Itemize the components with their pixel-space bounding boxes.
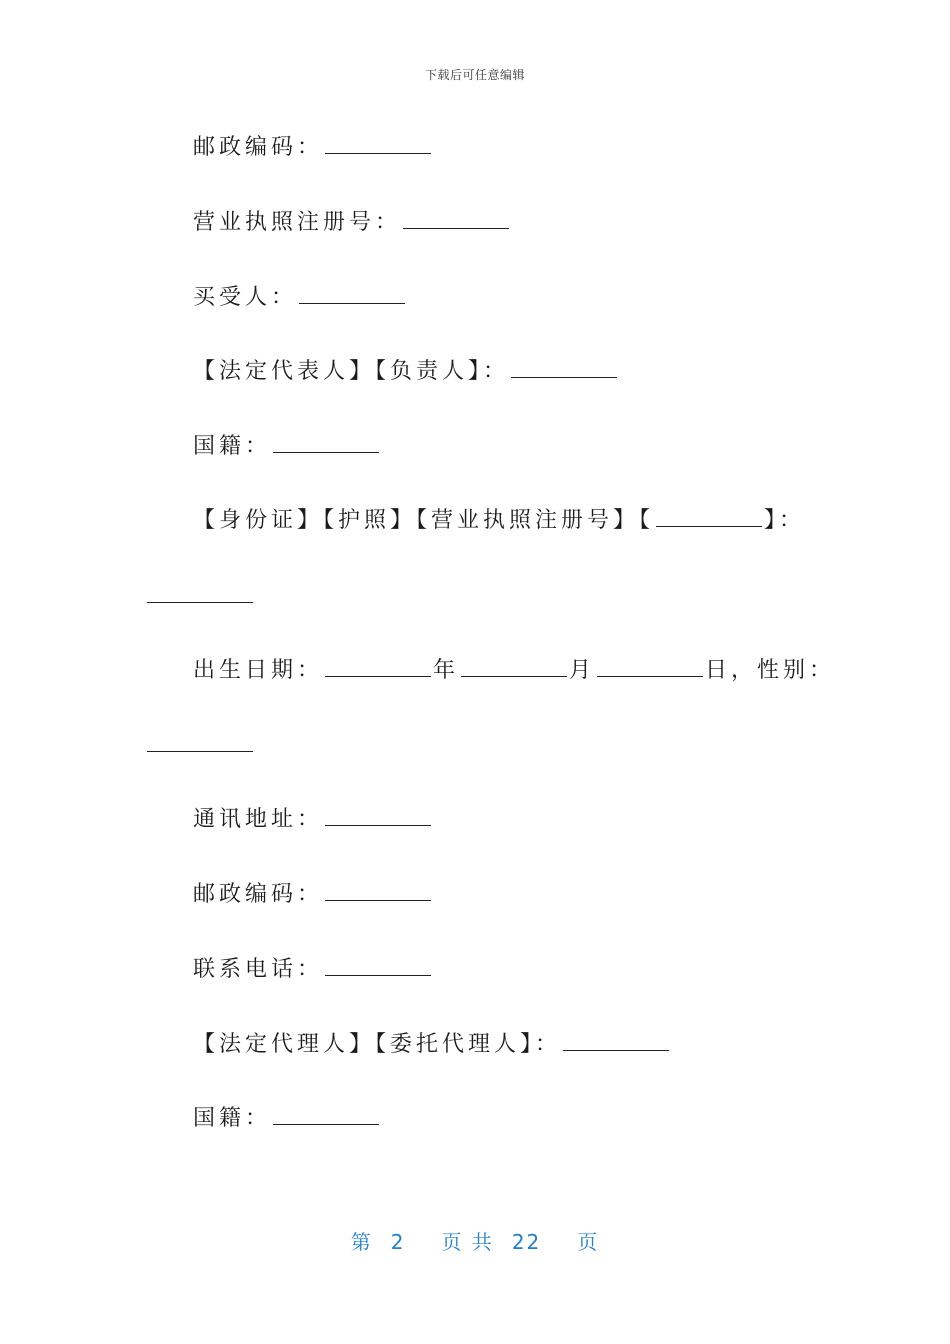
postal-code-blank[interactable] [325, 131, 431, 154]
gender-line [145, 729, 255, 761]
id-type-label-end: 】： [764, 508, 806, 533]
page-number-footer [0, 1226, 950, 1255]
address-label: 通讯地址： [193, 807, 324, 832]
postal-code-label-2: 邮政编码： [193, 882, 324, 907]
nationality-blank-2[interactable] [273, 1102, 379, 1125]
nationality-label: 国籍： [193, 434, 272, 459]
nationality-line-2 [193, 1102, 381, 1134]
address-line [193, 803, 433, 835]
business-license-blank[interactable] [403, 206, 509, 229]
year-label: 年 [433, 658, 460, 683]
buyer-label: 买受人： [193, 285, 298, 310]
footer-page: 2 [390, 1230, 406, 1254]
agent-line [193, 1028, 671, 1060]
postal-code-line-2 [193, 878, 433, 910]
month-label: 月 [569, 658, 596, 683]
phone-blank[interactable] [325, 953, 431, 976]
day-gender-label: 日，性别： [705, 658, 836, 683]
birth-year-blank[interactable] [325, 654, 431, 677]
business-license-line [193, 206, 511, 238]
footer-prefix: 第 [350, 1230, 373, 1254]
postal-code-label: 邮政编码： [193, 135, 324, 160]
id-number-line [145, 580, 255, 612]
phone-line [193, 953, 433, 985]
legal-rep-label: 【法定代表人】【负责人】： [193, 359, 510, 384]
id-number-blank[interactable] [147, 580, 253, 603]
phone-label: 联系电话： [193, 957, 324, 982]
postal-code-line-1 [193, 131, 433, 163]
agent-blank[interactable] [563, 1028, 669, 1051]
id-type-other-blank[interactable] [656, 504, 762, 527]
address-blank[interactable] [325, 803, 431, 826]
nationality-line-1 [193, 430, 381, 462]
nationality-label-2: 国籍： [193, 1106, 272, 1131]
postal-code-blank-2[interactable] [325, 878, 431, 901]
id-type-line [193, 504, 805, 536]
header-note: 下载后可任意编辑 [424, 68, 525, 82]
birth-date-label: 出生日期： [193, 658, 324, 683]
legal-rep-blank[interactable] [511, 355, 617, 378]
agent-label: 【法定代理人】【委托代理人】： [193, 1032, 562, 1057]
gender-blank[interactable] [147, 729, 253, 752]
buyer-line [193, 281, 407, 313]
footer-suffix: 页 [577, 1230, 600, 1254]
birth-date-line [193, 654, 835, 686]
footer-middle: 页 共 [441, 1230, 494, 1254]
legal-rep-line [193, 355, 619, 387]
business-license-label: 营业执照注册号： [193, 210, 402, 235]
birth-day-blank[interactable] [597, 654, 703, 677]
birth-month-blank[interactable] [461, 654, 567, 677]
nationality-blank[interactable] [273, 430, 379, 453]
footer-total: 22 [511, 1230, 542, 1254]
buyer-blank[interactable] [299, 281, 405, 304]
id-type-label: 【身份证】【护照】【营业执照注册号】【 [193, 508, 655, 533]
